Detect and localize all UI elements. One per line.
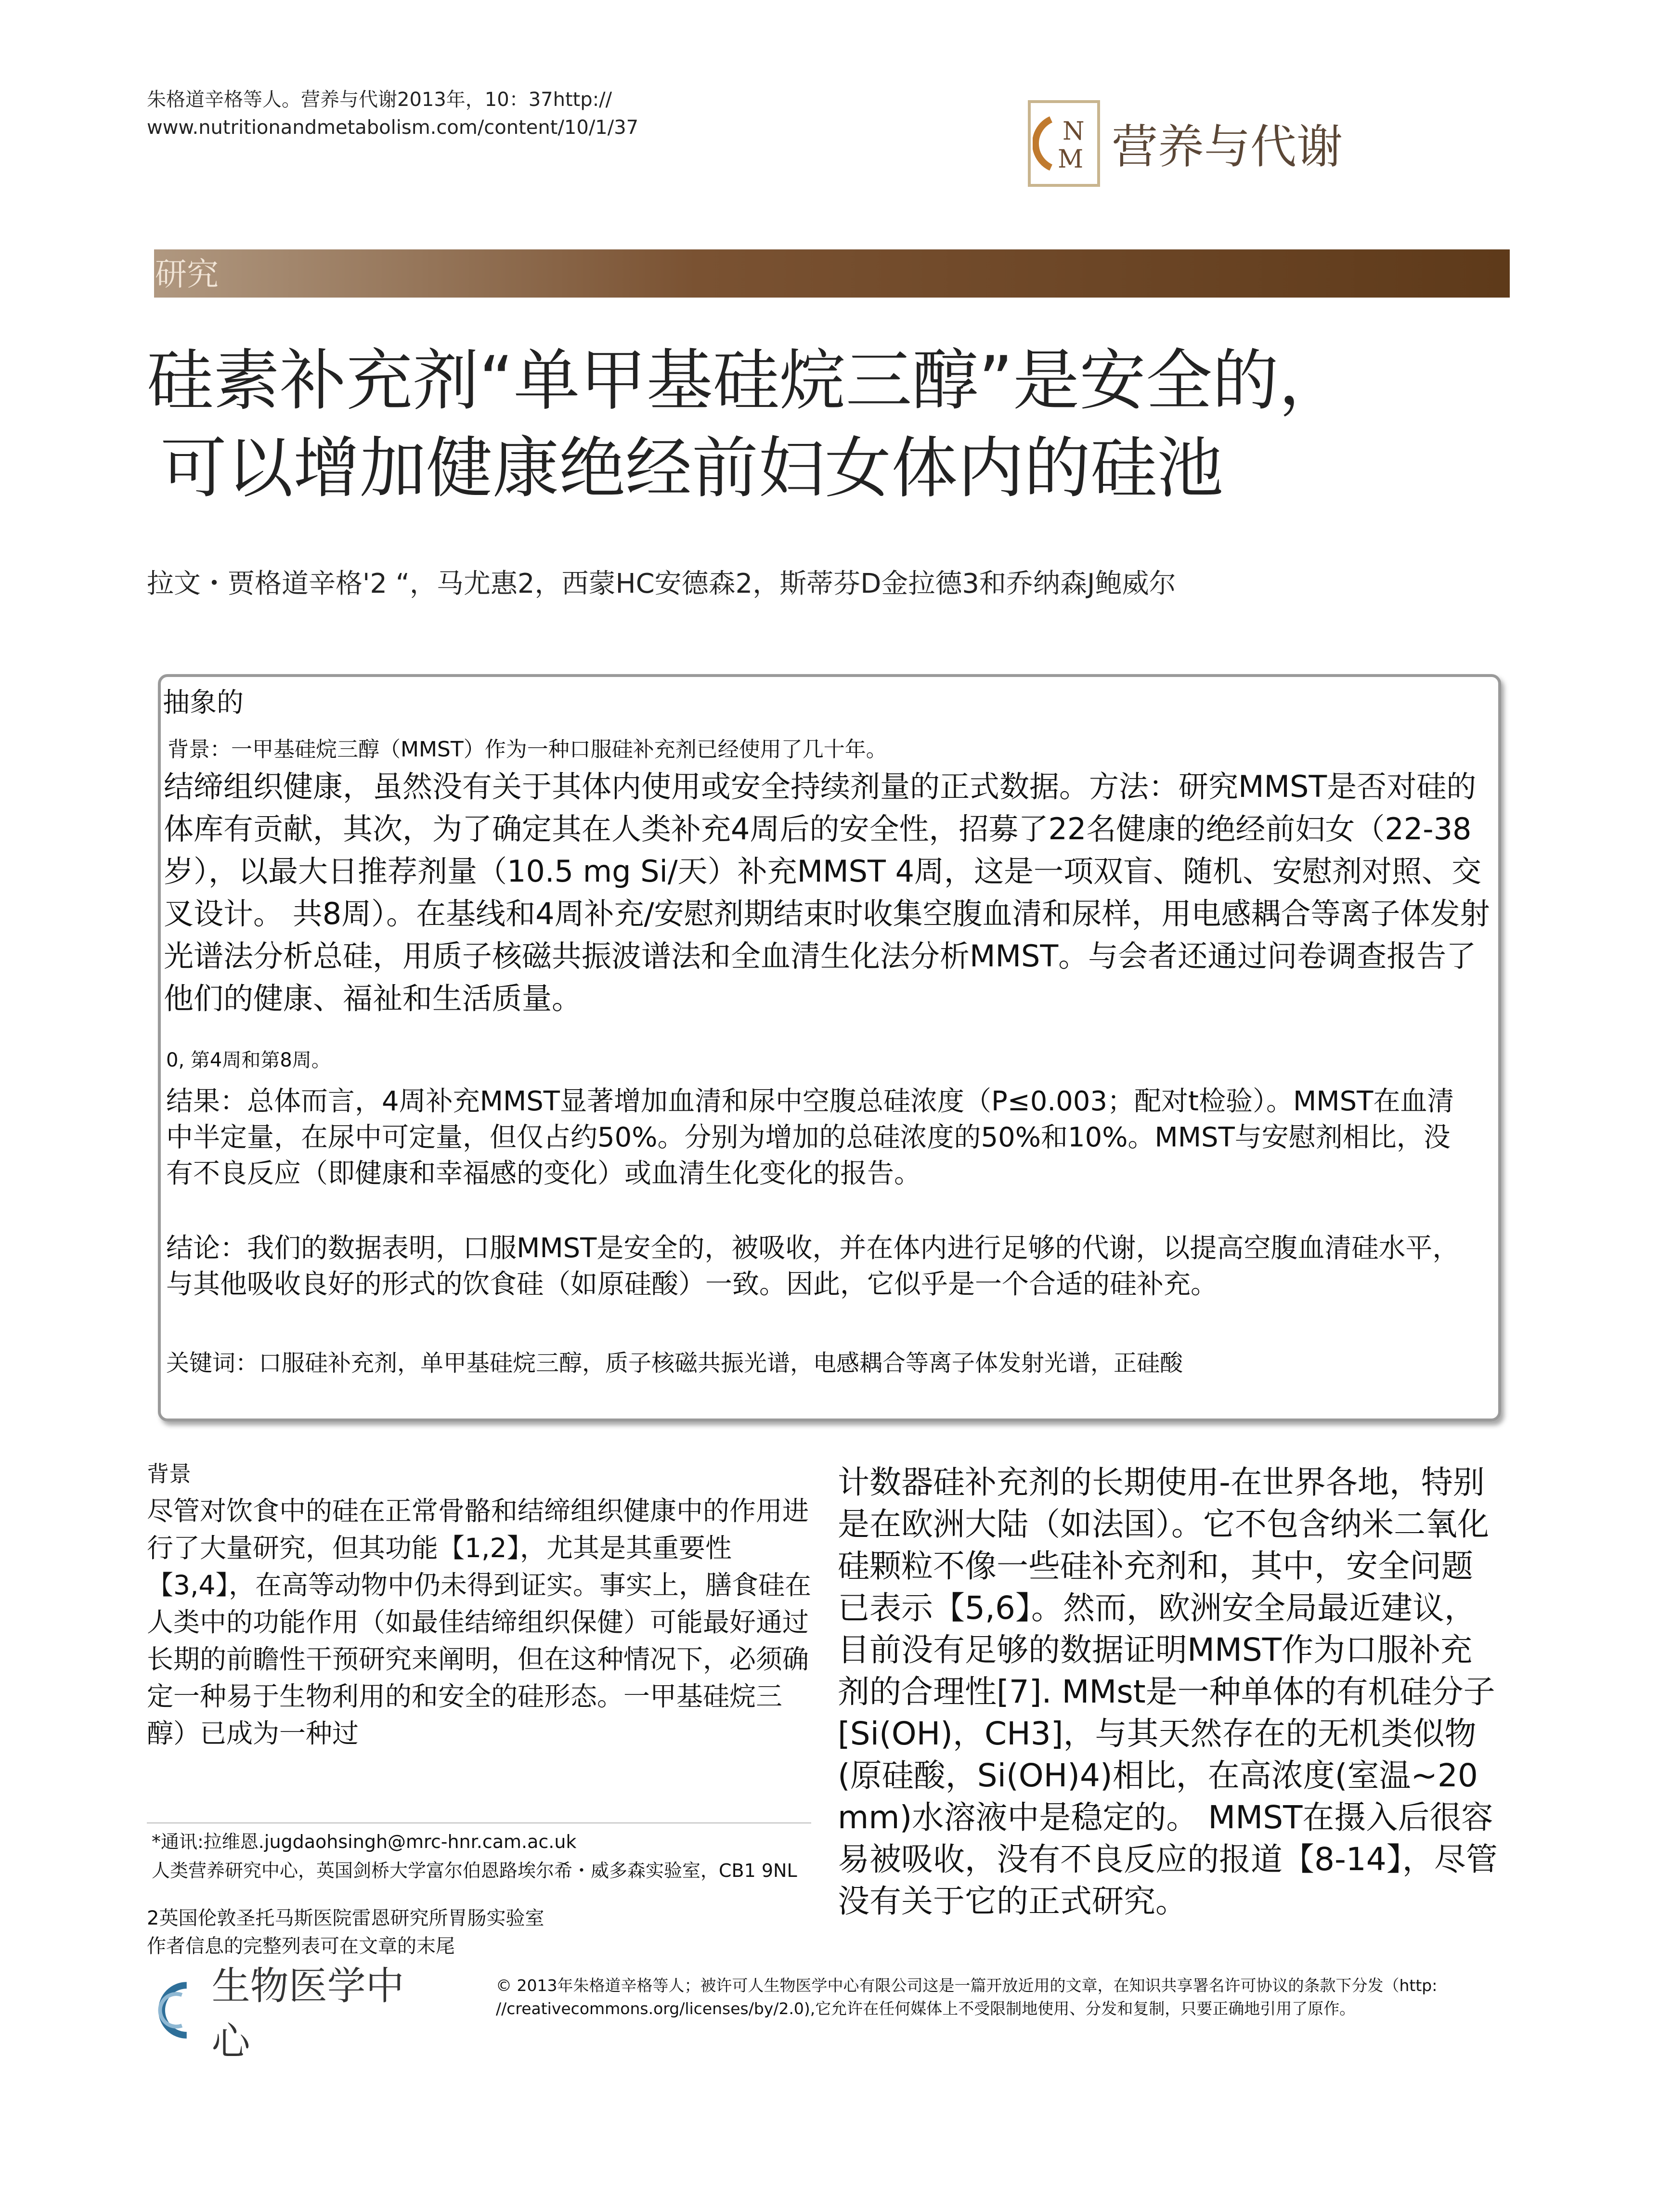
background-text-right: 计数器硅补充剂的长期使用-在世界各地，特别是在欧洲大陆（如法国）。它不包含纳米二氧化硅颗粒不像一些硅补充剂和，其中，安全问题已表示【5,6】。然而，欧洲安全局最近建议，目前没有足够的数据证明MMST作为口服补充剂的合理性[7]. MMst是一种单体的有机硅分子[Si(OH)，CH3]，与其天然存在的无机类似物(原硅酸，Si(OH)4)相比，在高浓度(室温~20 mm)水溶液中是稳定的。 MMST在摄入后很容易被吸收，没有不良反应的报道【8-14】，尽管没有关于它的正式研究。 (838, 1464, 1498, 1920)
copyright-notice: © 2013年朱格道辛格等人；被许可人生物医学中心有限公司这是一篇开放近用的文章，在知识共享署名许可协议的条款下分发（http: //creativecommons.org/licenses/by/2.0),它允许在任何媒体上不受限制地使用、分发和复制，只要正确地引用了原作。 (496, 1976, 1438, 2018)
citation-header (147, 86, 773, 142)
abstract-keywords: 关键词：口服硅补充剂，单甲基硅烷三醇，质子核磁共振光谱，电感耦合等离子体发射光谱，正硅酸 (166, 1350, 1183, 1377)
affiliation-note: 作者信息的完整列表可在文章的末尾 (147, 1935, 455, 1957)
biomed-central-logo (153, 1964, 442, 2064)
abstract-results: 结果：总体而言，4周补充MMST显著增加血清和尿中空腹总硅浓度（P≤0.003；配对t检验）。MMST在血清中半定量，在尿中可定量，但仅占约50%。分别为增加的总硅浓度的50%和10%。MMST与安慰剂相比，没有不良反应（即健康和幸福感的变化）或血清生化变化的报告。 (166, 1086, 1454, 1189)
abstract-weeks: 0, 第4周和第8周。 (166, 1049, 331, 1071)
nm-logo-icon (1028, 100, 1100, 187)
background-heading: 背景 (147, 1461, 191, 1487)
affiliations (147, 1904, 821, 1960)
journal-name: 营养与代谢 (1112, 120, 1343, 174)
correspondence-email[interactable]: *通讯:拉维恩.jugdaohsingh@mrc-hnr.cam.ac.uk (152, 1831, 577, 1852)
title-line-1: 硅素补充剂“单甲基硅烷三醇”是安全的， (147, 342, 1345, 419)
title-line-2: 可以增加健康绝经前妇女体内的硅池 (160, 429, 1224, 507)
affiliation-1: 人类营养研究中心，英国剑桥大学富尔伯恩路埃尔希・威多森实验室，CB1 9NL (152, 1860, 797, 1881)
citation-line-1: 朱格道辛格等人。营养与代谢2013年，10：37http:// (147, 89, 612, 111)
section-bar (154, 249, 1510, 298)
abstract-conclusion: 结论：我们的数据表明，口服MMST是安全的，被吸收，并在体内进行足够的代谢，以提高空腹血清硅水平，与其他吸收良好的形式的饮食硅（如原硅酸）一致。因此，它似乎是一个合适的硅补充。 (166, 1233, 1460, 1300)
abstract-methods: 结缔组织健康，虽然没有关于其体内使用或安全持续剂量的正式数据。方法：研究MMST是否对硅的体库有贡献，其次，为了确定其在人类补充4周后的安全性，招募了22名健康的绝经前妇女（22-38岁），以最大日推荐剂量（10.5 mg Si/天）补充MMST 4周，这是一项双盲、随机、安慰剂对照、交叉设计。 共8周）。在基线和4周补充/安慰剂期结束时收集空腹血清和尿样，用电感耦合等离子体发射光谱法分析总硅，用质子核磁共振波谱法和全血清生化法分析MMST。与会者还通过问卷调查报告了他们的健康、福祉和生活质量。 (164, 769, 1490, 1016)
abstract-heading: 抽象的 (163, 687, 244, 718)
affiliation-2: 2英国伦敦圣托马斯医院雷恩研究所胃肠实验室 (147, 1907, 544, 1929)
footnote-divider (147, 1822, 811, 1823)
publisher-name: 生物医学中心 (211, 1964, 404, 2064)
article-title (147, 337, 1495, 512)
bmc-ring-icon (153, 1981, 206, 2039)
journal-logo (1028, 99, 1524, 188)
author-list: 拉文・贾格道辛格'2 “，马尤惠2，西蒙HC安德森2，斯蒂芬D金拉德3和乔纳森J鲍威尔 (147, 568, 1176, 599)
logo-letter-m: M (1058, 144, 1084, 174)
abstract-background: 背景：一甲基硅烷三醇（MMST）作为一种口服硅补充剂已经使用了几十年。 (168, 737, 887, 762)
section-label: 研究 (155, 256, 219, 293)
citation-url[interactable]: www.nutritionandmetabolism.com/content/10/1/37 (147, 117, 639, 139)
background-text-left: 尽管对饮食中的硅在正常骨骼和结缔组织健康中的作用进行了大量研究，但其功能【1,2】，尤其是其重要性【3,4】，在高等动物中仍未得到证实。事实上，膳食硅在人类中的功能作用（如最佳结缔组织保健）可能最好通过长期的前瞻性干预研究来阐明，但在这种情况下，必须确定一种易于生物利用的和安全的硅形态。一甲基硅烷三醇）已成为一种过 (147, 1496, 811, 1749)
logo-letter-n: N (1063, 117, 1085, 146)
footnotes (152, 1827, 826, 1885)
